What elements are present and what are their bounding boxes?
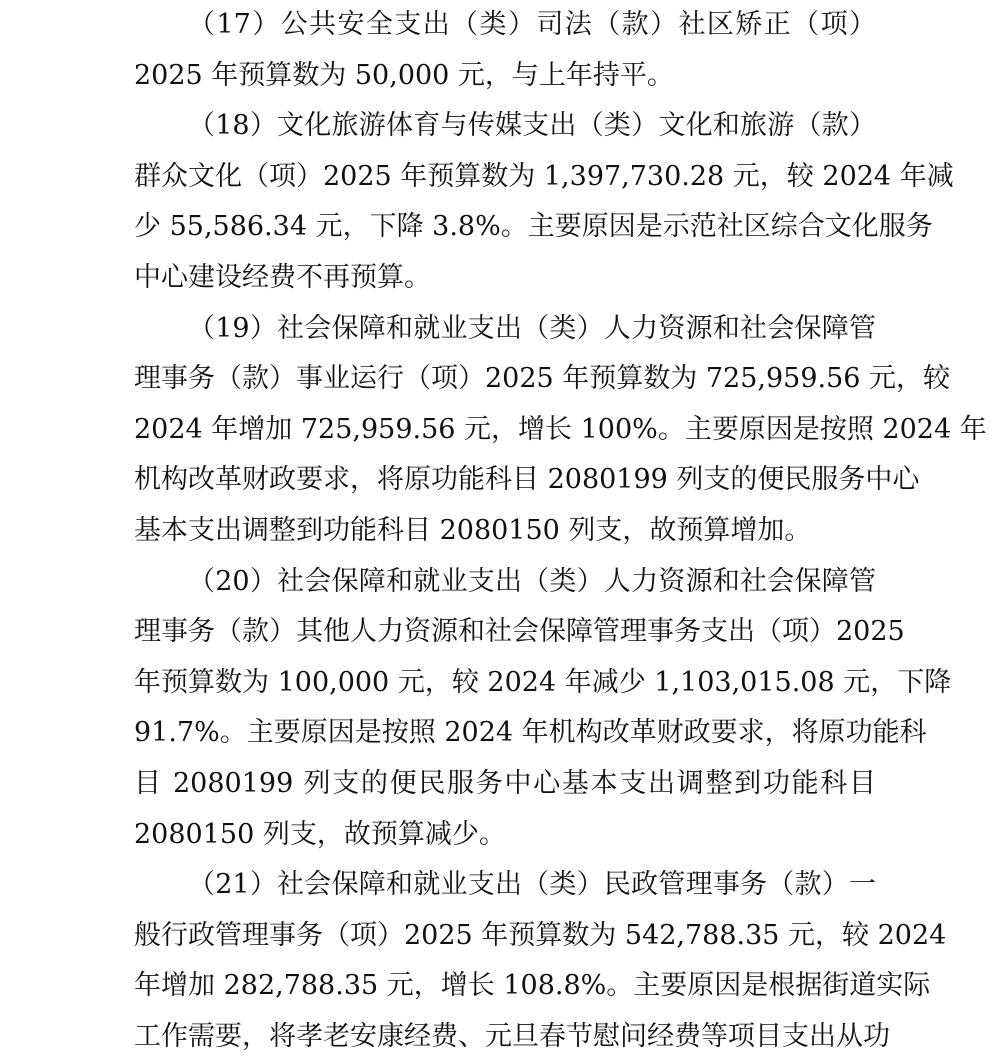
text-line: 理事务（款）其他人力资源和社会保障管理事务支出（项）2025 [134, 616, 905, 648]
text-line: 年预算数为 100,000 元，较 2024 年减少 1,103,015.08 元，下降 [134, 666, 952, 698]
text-line: 工作需要，将孝老安康经费、元旦春节慰问经费等项目支出从功 [134, 1020, 890, 1052]
paragraph-item-21 [134, 860, 947, 1062]
text-line: 91.7%。主要原因是按照 2024 年机构改革财政要求，将原功能科 [134, 717, 927, 749]
text-line: 机构改革财政要求，将原功能科目 2080199 列支的便民服务中心 [134, 464, 920, 496]
paragraph-item-19 [134, 304, 987, 557]
text-line: （21）社会保障和就业支出（类）民政管理事务（款）一 [188, 869, 876, 901]
paragraph-item-18 [134, 101, 954, 303]
text-line: 般行政管理事务（项）2025 年预算数为 542,788.35 元，较 2024 [134, 919, 947, 951]
text-line: 2024 年增加 725,959.56 元，增长 100%。主要原因是按照 2024 年 [134, 413, 987, 445]
text-line: （20）社会保障和就业支出（类）人力资源和社会保障管 [188, 565, 876, 597]
text-line: 年增加 282,788.35 元，增长 108.8%。主要原因是根据街道实际 [134, 970, 931, 1002]
text-line: 中心建设经费不再预算。 [134, 261, 431, 293]
text-line: 群众文化（项）2025 年预算数为 1,397,730.28 元，较 2024 年减 [134, 160, 954, 192]
text-line: 少 55,586.34 元，下降 3.8%。主要原因是示范社区综合文化服务 [134, 211, 933, 243]
text-line: （18）文化旅游体育与传媒支出（类）文化和旅游（款） [188, 110, 876, 142]
paragraph-item-17 [134, 0, 876, 101]
document-page [134, 0, 987, 1062]
text-line: （19）社会保障和就业支出（类）人力资源和社会保障管 [188, 312, 876, 344]
text-line: （17）公共安全支出（类）司法（款）社区矫正（项） [188, 9, 876, 40]
text-line: 2025 年预算数为 50,000 元，与上年持平。 [134, 59, 674, 91]
text-line: 2080150 列支，故预算减少。 [134, 818, 506, 850]
paragraph-item-20 [134, 557, 952, 861]
text-line: 目 2080199 列支的便民服务中心基本支出调整到功能科目 [134, 767, 876, 799]
text-line: 基本支出调整到功能科目 2080150 列支，故预算增加。 [134, 514, 812, 546]
text-line: 理事务（款）事业运行（项）2025 年预算数为 725,959.56 元，较 [134, 363, 951, 395]
